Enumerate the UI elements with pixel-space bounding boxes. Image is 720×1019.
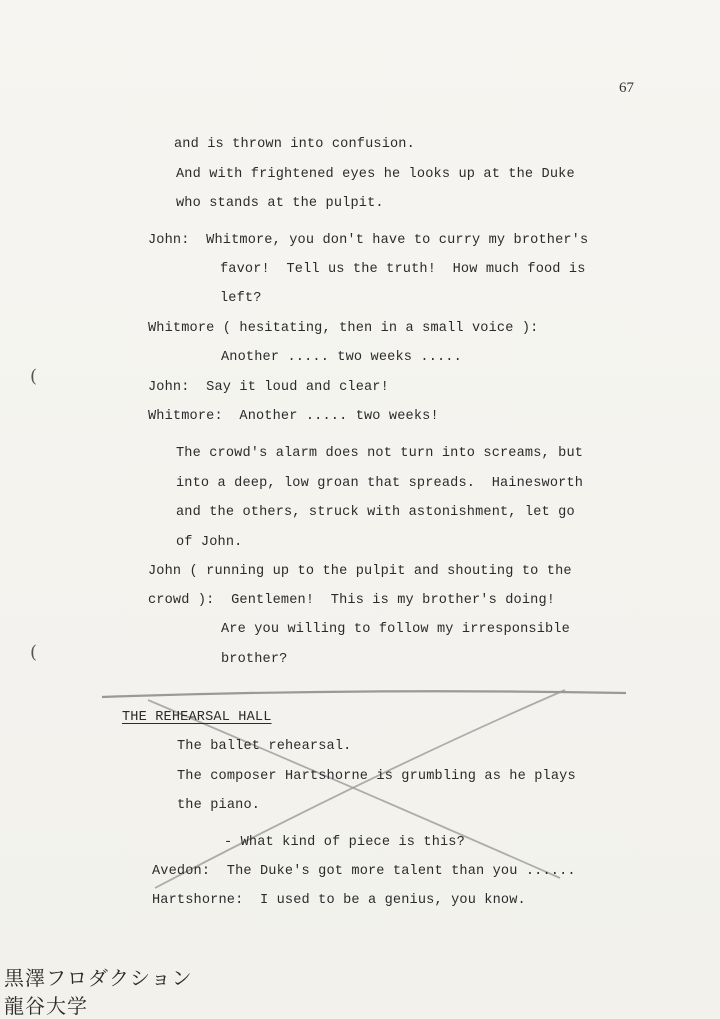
dialogue-line: John: Say it loud and clear! — [148, 380, 389, 395]
dialogue-line: Whitmore: Another ..... two weeks! — [148, 409, 439, 424]
dialogue-line: - What kind of piece is this? — [224, 835, 465, 850]
dialogue-line: John ( running up to the pulpit and shouting to the — [148, 564, 572, 579]
watermark-line: 黒澤フロダクション — [4, 966, 193, 990]
dialogue-line: Another ..... two weeks ..... — [221, 350, 462, 365]
punch-hole-mark: ( — [30, 366, 38, 387]
text-line: The composer Hartshorne is grumbling as he plays — [177, 769, 576, 784]
text-line: who stands at the pulpit. — [176, 196, 384, 211]
dialogue-line: Hartshorne: I used to be a genius, you know. — [152, 893, 526, 908]
dialogue-line: left? — [220, 291, 262, 306]
dialogue-line: Avedon: The Duke's got more talent than you ...... — [152, 864, 576, 879]
text-line: The crowd's alarm does not turn into screams, but — [176, 446, 584, 461]
text-line: The ballet rehearsal. — [177, 739, 352, 754]
dialogue-line: John: Whitmore, you don't have to curry my brother's — [148, 233, 589, 248]
dialogue-line: brother? — [221, 652, 288, 667]
text-line: of John. — [176, 535, 243, 550]
text-line: and is thrown into confusion. — [174, 137, 415, 152]
dialogue-line: Whitmore ( hesitating, then in a small voice ): — [148, 321, 539, 336]
punch-hole-mark: ( — [30, 642, 38, 663]
scene-heading: THE REHEARSAL HALL — [122, 710, 272, 725]
dialogue-line: Are you willing to follow my irresponsible — [221, 622, 570, 637]
dialogue-line: crowd ): Gentlemen! This is my brother's doing! — [148, 593, 556, 608]
text-line: the piano. — [177, 798, 261, 813]
page-number: 67 — [619, 80, 634, 96]
text-line: And with frightened eyes he looks up at the Duke — [176, 167, 575, 182]
text-line: into a deep, low groan that spreads. Hainesworth — [176, 476, 584, 491]
watermark-line: 龍谷大学 — [4, 994, 88, 1018]
text-line: and the others, struck with astonishment, let go — [176, 505, 575, 520]
dialogue-line: favor! Tell us the truth! How much food is — [220, 262, 586, 277]
